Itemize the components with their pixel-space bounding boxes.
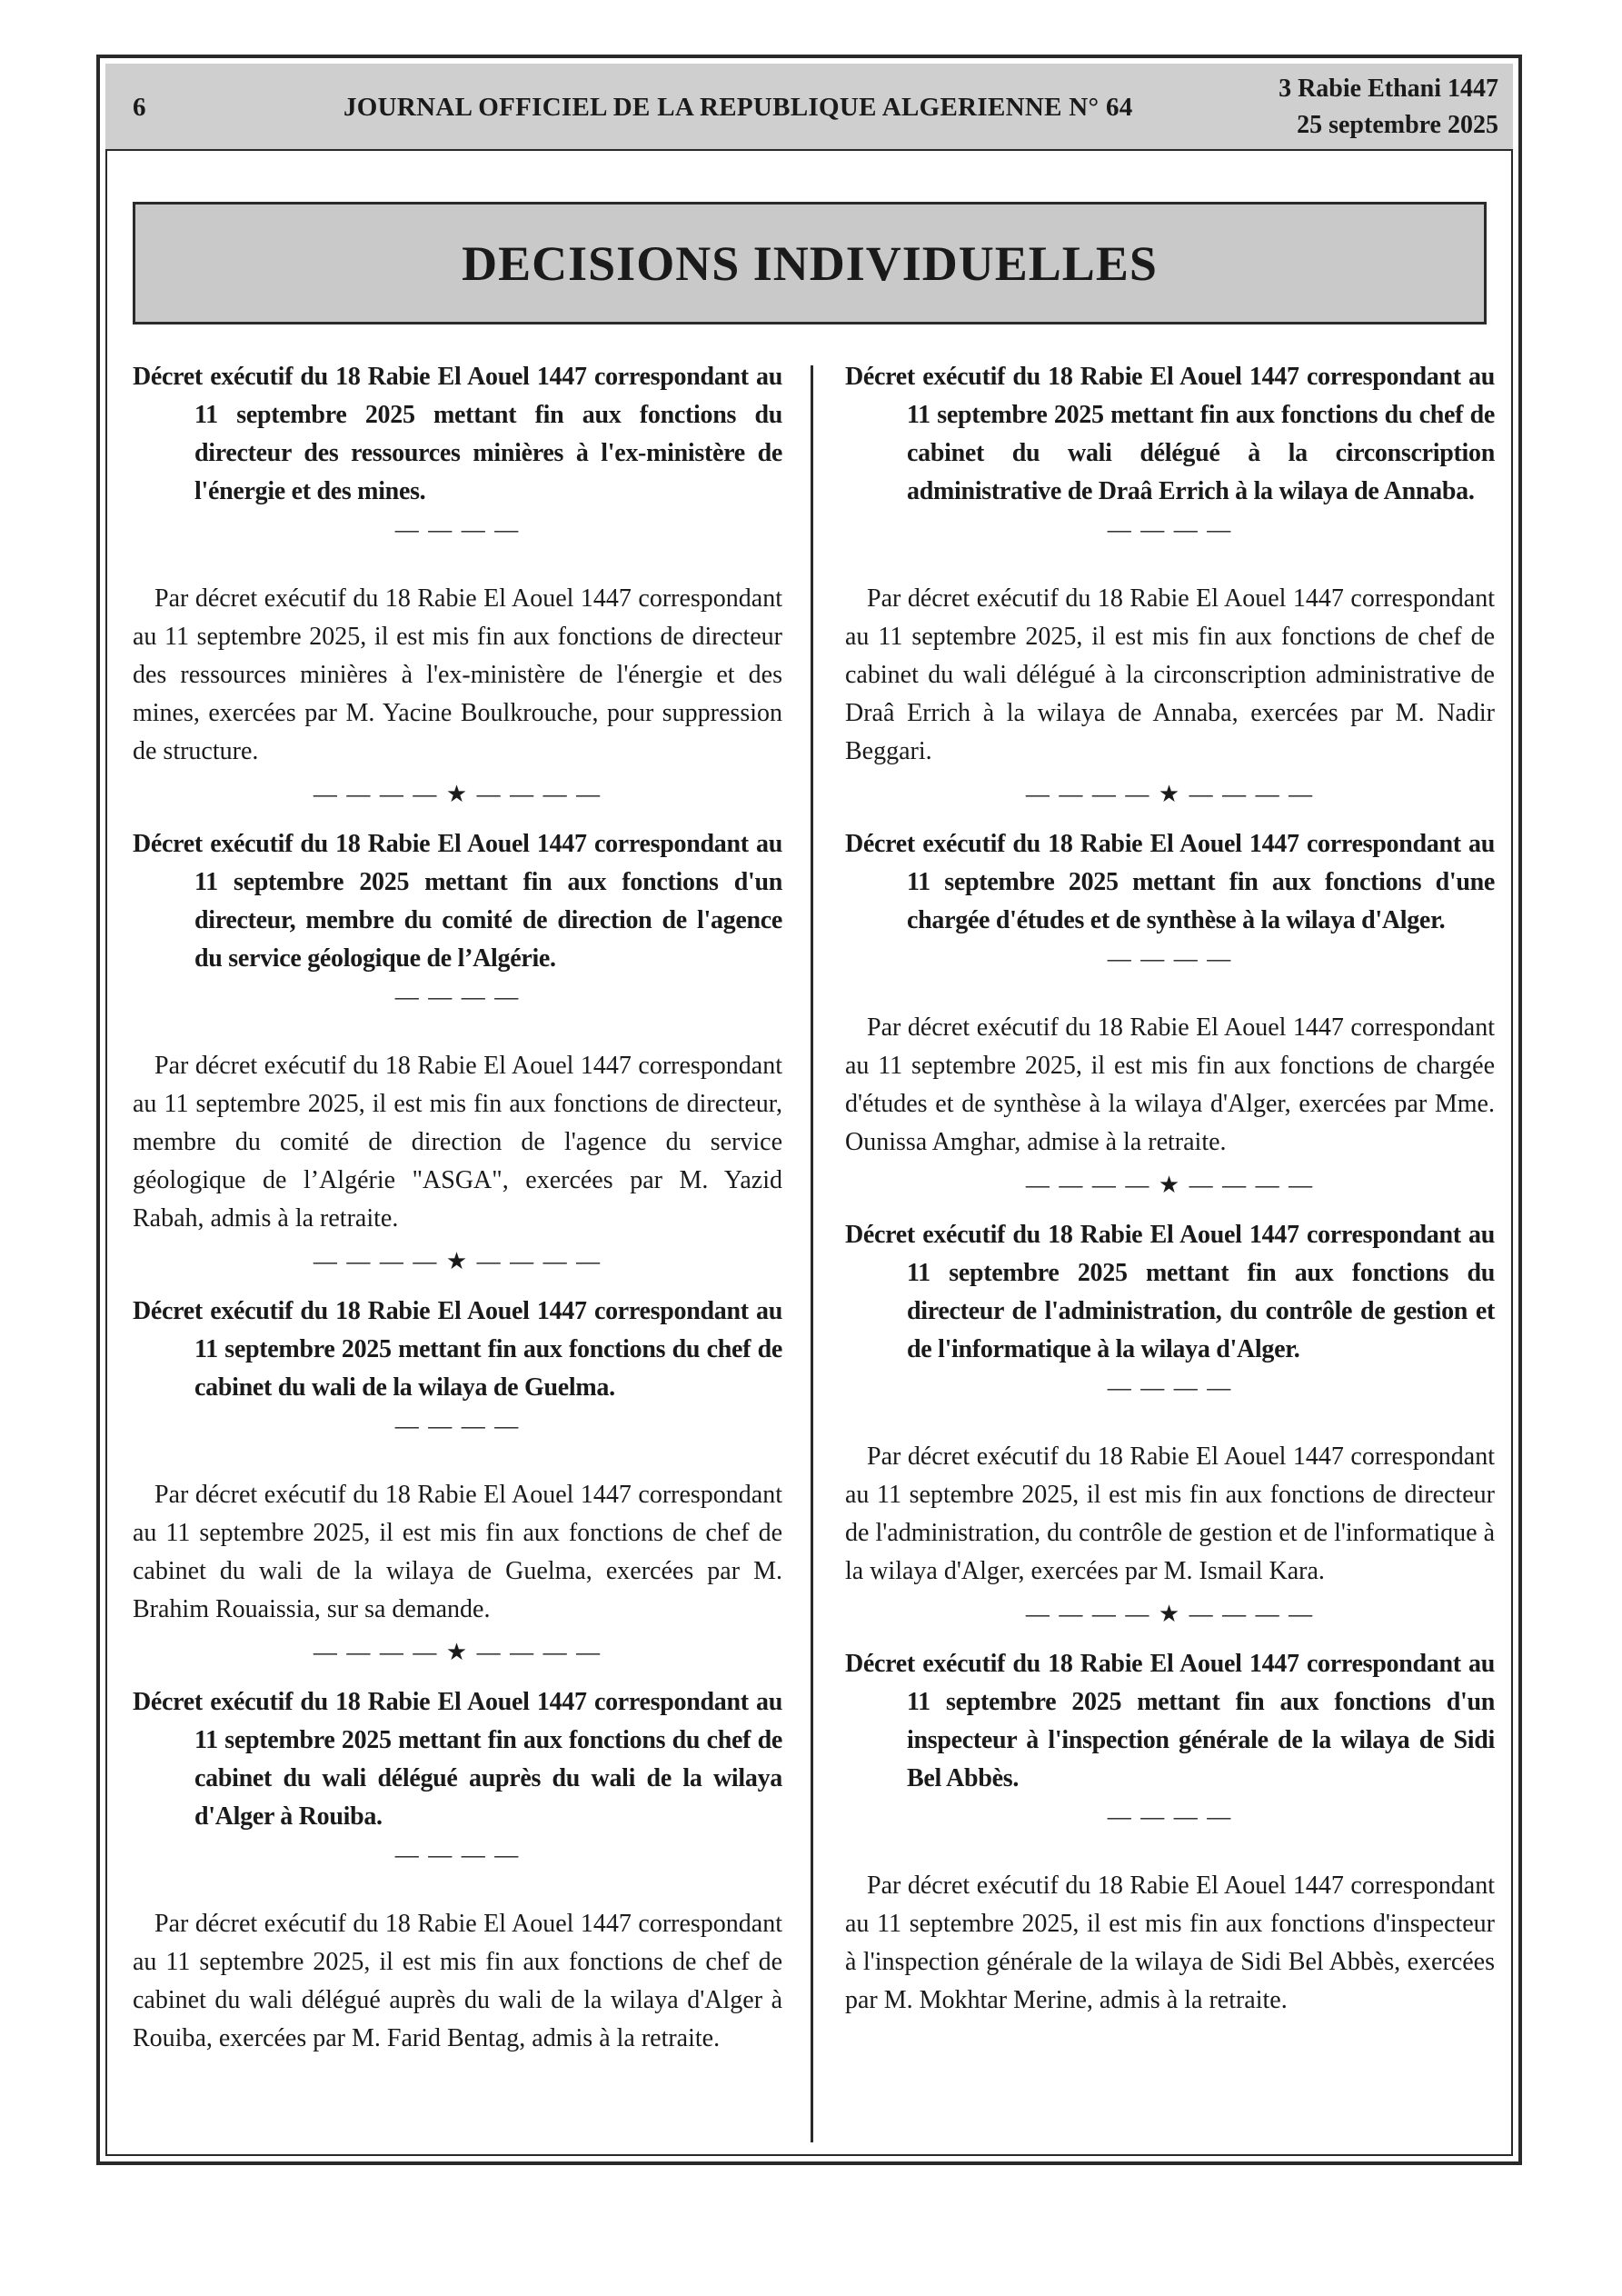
journal-title: JOURNAL OFFICIEL DE LA REPUBLIQUE ALGERIENNE N° 64 [343, 93, 1133, 122]
decree-body: Par décret exécutif du 18 Rabie El Aouel 1447 correspondant au 11 septembre 2025, il est mis fin aux fonctions de directeur des ressources minières à l'ex-ministère de l'énergie et des mines, exercées par M. Yacine Boulkrouche, pour suppression de structure. [133, 584, 782, 765]
star-separator: — — — — ★ — — — — [313, 1639, 602, 1665]
star-separator: — — — — ★ — — — — [1025, 781, 1315, 807]
decree-entry [133, 1293, 782, 1669]
star-separator: — — — — ★ — — — — [1025, 1601, 1315, 1627]
decree-title: Décret exécutif du 18 Rabie El Aouel 1447 correspondant au 11 septembre 2025 mettant fin aux fonctions d'une chargée d'études et de synthèse à la wilaya d'Alger. [845, 830, 1495, 934]
short-separator: — — — — [1107, 945, 1233, 972]
page-number: 6 [133, 93, 146, 122]
column-divider [811, 365, 813, 2142]
decree-title: Décret exécutif du 18 Rabie El Aouel 1447 correspondant au 11 septembre 2025 mettant fin aux fonctions du chef de cabinet du wali délégué à la circonscription administrative de Draâ Errich à la wilaya de Annaba. [845, 363, 1495, 505]
decree-entry [845, 358, 1495, 811]
short-separator: — — — — [1107, 1374, 1233, 1401]
section-title: DECISIONS INDIVIDUELLES [462, 235, 1158, 291]
short-separator: — — — — [1107, 516, 1233, 543]
section-heading-box [133, 202, 1487, 324]
gregorian-date: 25 septembre 2025 [1297, 111, 1498, 139]
issue-dates [1279, 71, 1498, 144]
journal-header [105, 64, 1513, 151]
star-separator: — — — — ★ — — — — [313, 781, 602, 807]
short-separator: — — — — [394, 983, 521, 1010]
right-column [845, 358, 1495, 2020]
decree-body: Par décret exécutif du 18 Rabie El Aouel 1447 correspondant au 11 septembre 2025, il est mis fin aux fonctions de chef de cabinet du wali délégué auprès du wali de la wilaya d'Alger à Rouiba, exercées par M. Farid Bentag, admis à la retraite. [133, 1910, 782, 2052]
decree-entry [133, 1683, 782, 2058]
star-separator: — — — — ★ — — — — [313, 1248, 602, 1274]
star-separator: — — — — ★ — — — — [1025, 1172, 1315, 1198]
decree-entry [845, 1645, 1495, 2020]
short-separator: — — — — [394, 1842, 521, 1868]
decree-body: Par décret exécutif du 18 Rabie El Aouel 1447 correspondant au 11 septembre 2025, il est mis fin aux fonctions d'inspecteur à l'inspection générale de la wilaya de Sidi Bel Abbès, exercées par M. Mokhtar Merine, admis à la retraite. [845, 1872, 1495, 2014]
decree-body: Par décret exécutif du 18 Rabie El Aouel 1447 correspondant au 11 septembre 2025, il est mis fin aux fonctions de directeur de l'administration, du contrôle de gestion et de l'informatique à la wilaya d'Alger, exercées par M. Ismail Kara. [845, 1442, 1495, 1585]
decree-entry [133, 358, 782, 811]
decree-entry [845, 825, 1495, 1202]
decree-body: Par décret exécutif du 18 Rabie El Aouel 1447 correspondant au 11 septembre 2025, il est mis fin aux fonctions de chef de cabinet du wali délégué à la circonscription administrative de Draâ Errich à la wilaya de Annaba, exercées par M. Nadir Beggari. [845, 584, 1495, 765]
decree-body: Par décret exécutif du 18 Rabie El Aouel 1447 correspondant au 11 septembre 2025, il est mis fin aux fonctions de chargée d'études et de synthèse à la wilaya d'Alger, exercées par Mme. Ounissa Amghar, admise à la retraite. [845, 1013, 1495, 1156]
decree-title: Décret exécutif du 18 Rabie El Aouel 1447 correspondant au 11 septembre 2025 mettant fin aux fonctions du chef de cabinet du wali de la wilaya de Guelma. [133, 1297, 782, 1402]
decree-title: Décret exécutif du 18 Rabie El Aouel 1447 correspondant au 11 septembre 2025 mettant fin aux fonctions du chef de cabinet du wali délégué auprès du wali de la wilaya d'Alger à Rouiba. [133, 1688, 782, 1831]
decree-entry [133, 825, 782, 1278]
decree-title: Décret exécutif du 18 Rabie El Aouel 1447 correspondant au 11 septembre 2025 mettant fin aux fonctions d'un inspecteur à l'inspection générale de la wilaya de Sidi Bel Abbès. [845, 1650, 1495, 1792]
decree-title: Décret exécutif du 18 Rabie El Aouel 1447 correspondant au 11 septembre 2025 mettant fin aux fonctions du directeur des ressources minières à l'ex-ministère de l'énergie et des mines. [133, 363, 782, 505]
short-separator: — — — — [394, 1413, 521, 1439]
decree-title: Décret exécutif du 18 Rabie El Aouel 1447 correspondant au 11 septembre 2025 mettant fin aux fonctions du directeur de l'administration, du contrôle de gestion et de l'informatique à la wilaya d'Alger. [845, 1221, 1495, 1363]
short-separator: — — — — [394, 516, 521, 543]
decree-body: Par décret exécutif du 18 Rabie El Aouel 1447 correspondant au 11 septembre 2025, il est mis fin aux fonctions de chef de cabinet du wali de la wilaya de Guelma, exercées par M. Brahim Rouaissia, sur sa demande. [133, 1481, 782, 1623]
decree-body: Par décret exécutif du 18 Rabie El Aouel 1447 correspondant au 11 septembre 2025, il est mis fin aux fonctions de directeur, membre du comité de direction de l'agence du service géologique de l’Algérie "ASGA", exercées par M. Yazid Rabah, admis à la retraite. [133, 1052, 782, 1233]
short-separator: — — — — [1107, 1803, 1233, 1830]
decree-entry [845, 1216, 1495, 1631]
decree-title: Décret exécutif du 18 Rabie El Aouel 1447 correspondant au 11 septembre 2025 mettant fin aux fonctions d'un directeur, membre du comité de direction de l'agence du service géologique de l’Algérie. [133, 830, 782, 973]
left-column [133, 358, 782, 2058]
hijri-date: 3 Rabie Ethani 1447 [1279, 75, 1498, 103]
